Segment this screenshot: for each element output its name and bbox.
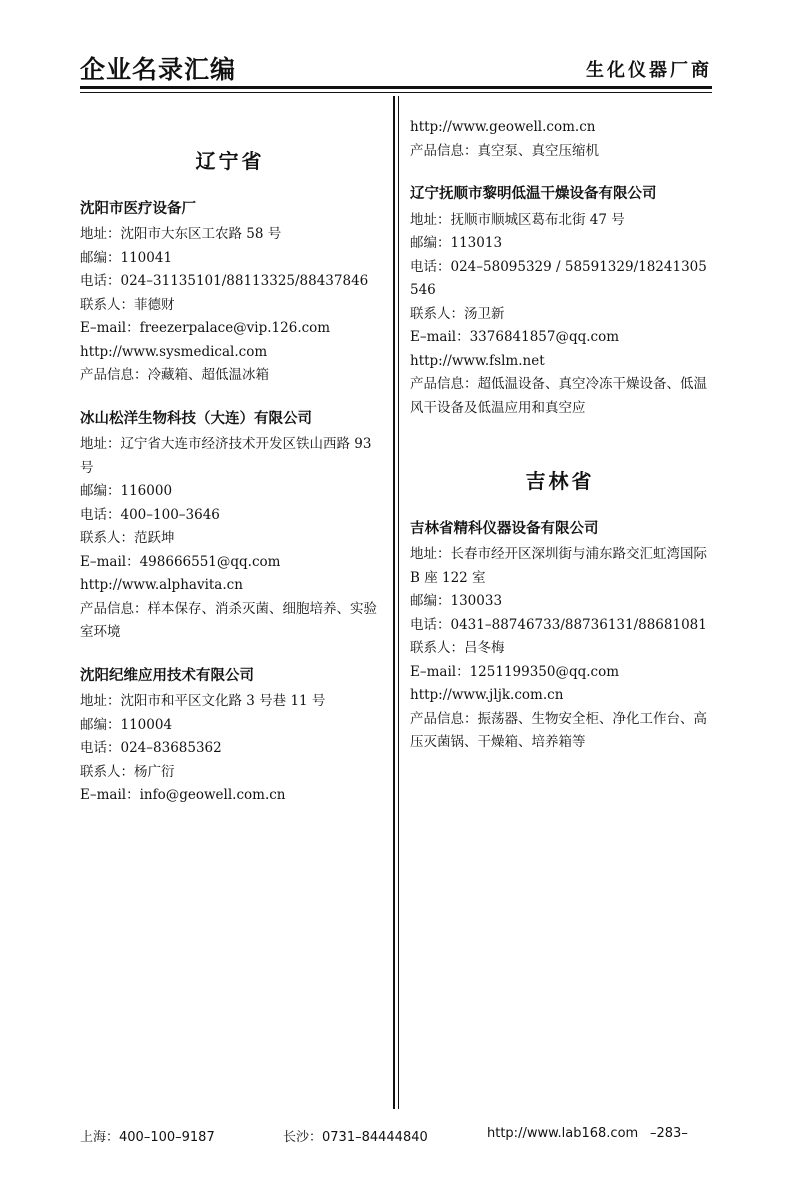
province-heading-liaoning: 辽宁省 [195, 149, 265, 173]
website-line: http://www.fslm.net [410, 352, 545, 369]
email-line: E–mail：freezerpalace@vip.126.com [80, 320, 331, 336]
left-column [80, 100, 380, 808]
column-divider [393, 96, 395, 1109]
header-rule-thin [80, 92, 712, 93]
page-number: –283– [650, 1126, 688, 1141]
phone-line: 电话：400–100–3646 [80, 506, 220, 523]
postcode-line: 邮编：113013 [410, 235, 503, 251]
postcode-line: 邮编：110041 [80, 249, 173, 266]
company-name: 冰山松洋生物科技（大连）有限公司 [80, 410, 312, 427]
website-line: http://www.sysmedical.com [80, 343, 268, 360]
contact-line: 联系人：杨广衍 [80, 763, 175, 780]
contact-line: 联系人：范跃坤 [80, 530, 175, 546]
phone-line: 电话：024–31135101/88113325/88437846 [80, 273, 369, 289]
address-line: 地址：长春市经开区深圳街与浦东路交汇虹湾国际 B 座 122 室 [410, 546, 707, 586]
continued-entry [410, 116, 710, 163]
footer-website: http://www.lab168.com [487, 1126, 639, 1141]
contact-line: 联系人：菲德财 [80, 296, 175, 313]
website-line: http://www.jljk.com.cn [410, 687, 564, 703]
phone-line: 电话：0431–88746733/88736131/88681081 [410, 616, 707, 633]
website-line: http://www.alphavita.cn [80, 577, 243, 593]
product-line: 产品信息：真空泵、真空压缩机 [410, 142, 599, 159]
column-top-spacer [410, 100, 710, 116]
postcode-line: 邮编：110004 [80, 716, 173, 733]
right-column [410, 100, 710, 755]
company-name: 吉林省精科仪器设备有限公司 [410, 520, 599, 537]
company-name: 辽宁抚顺市黎明低温干燥设备有限公司 [410, 186, 657, 202]
header-left-title: 企业名录汇编 [80, 55, 237, 84]
footer-shanghai-phone: 上海：400–100–9187 [80, 1130, 215, 1145]
company-name: 沈阳纪维应用技术有限公司 [80, 667, 254, 684]
contact-line: 联系人：汤卫新 [410, 305, 505, 322]
address-line: 地址：辽宁省大连市经济技术开发区铁山西路 93 号 [80, 436, 372, 476]
email-line: E–mail：498666551@qq.com [80, 553, 281, 570]
product-line: 产品信息：振荡器、生物安全柜、净化工作台、高压灭菌锅、干燥箱、培养箱等 [410, 710, 707, 750]
province-heading-jilin: 吉林省 [525, 469, 595, 493]
company-name: 沈阳市医疗设备厂 [80, 200, 196, 217]
header-rule-thick [80, 86, 712, 89]
product-line: 产品信息：样本保存、消杀灭菌、细胞培养、实验室环境 [80, 600, 377, 640]
contact-line: 联系人：吕冬梅 [410, 640, 505, 656]
phone-line: 电话：024–83685362 [80, 740, 222, 756]
phone-line: 电话：024–58095329 / 58591329/18241305546 [410, 258, 707, 298]
company-entry [80, 408, 380, 645]
product-line: 产品信息：超低温设备、真空冷冻干燥设备、低温风干设备及低温应用和真空应 [410, 376, 707, 416]
address-line: 地址：抚顺市顺城区葛布北街 47 号 [410, 211, 625, 228]
column-divider-thin [398, 96, 399, 1109]
company-entry [410, 518, 710, 755]
address-line: 地址：沈阳市和平区文化路 3 号巷 11 号 [80, 693, 326, 709]
postcode-line: 邮编：130033 [410, 593, 503, 609]
postcode-line: 邮编：116000 [80, 483, 173, 499]
company-entry [410, 183, 710, 420]
company-entry [80, 665, 380, 808]
email-line: E–mail：info@geowell.com.cn [80, 787, 286, 803]
footer-changsha-phone: 长沙：0731–84444840 [283, 1130, 428, 1145]
website-line: http://www.geowell.com.cn [410, 119, 596, 135]
product-line: 产品信息：冷藏箱、超低温冰箱 [80, 367, 269, 383]
address-line: 地址：沈阳市大东区工农路 58 号 [80, 226, 282, 242]
company-entry [80, 198, 380, 388]
email-line: E–mail：1251199350@qq.com [410, 663, 620, 680]
header-right-title: 生化仪器厂商 [586, 60, 712, 81]
email-line: E–mail：3376841857@qq.com [410, 329, 620, 345]
